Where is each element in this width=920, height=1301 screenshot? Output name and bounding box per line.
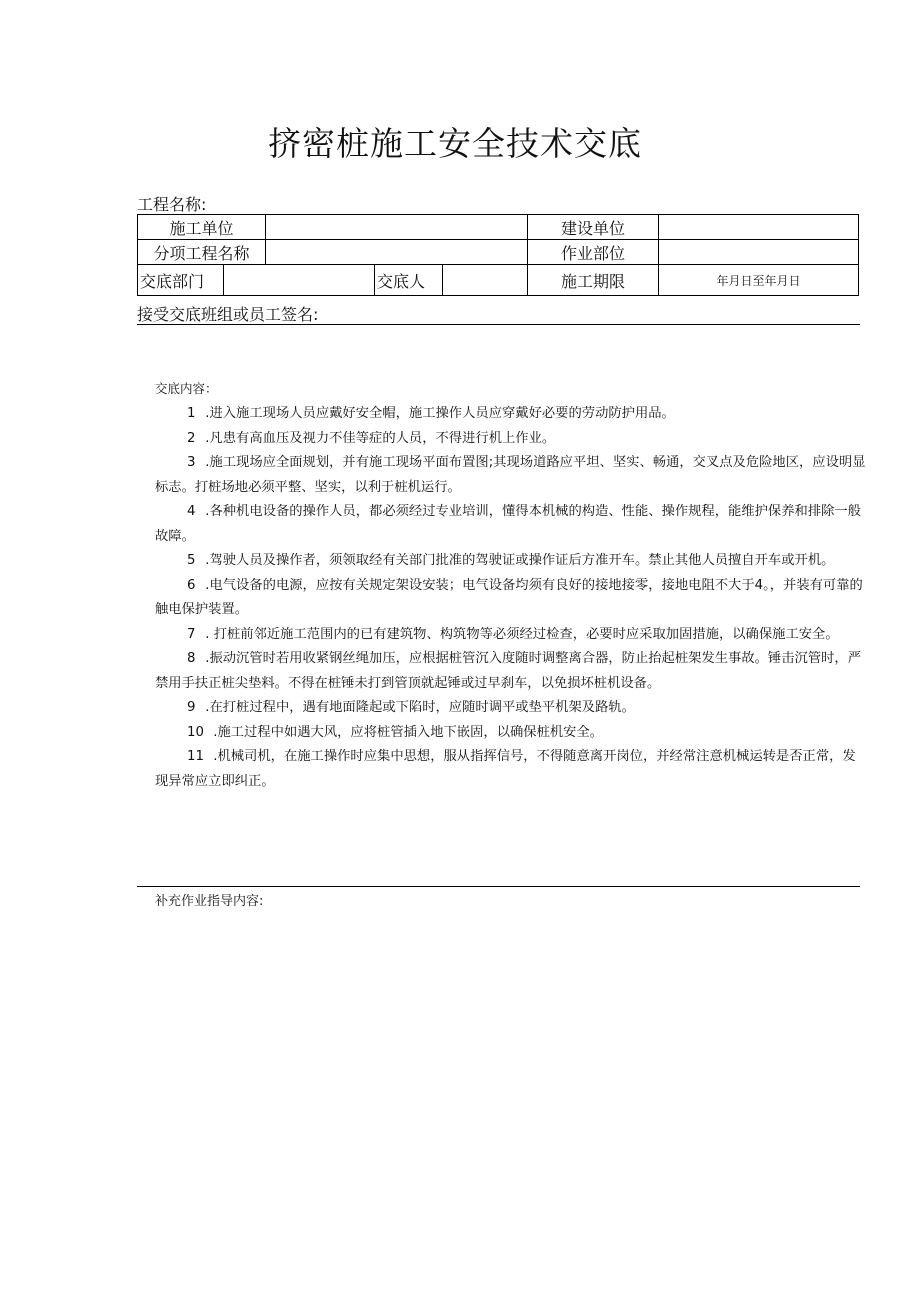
briefing-dept-value[interactable] xyxy=(224,265,375,296)
item-text: .凡患有高血压及视力不佳等症的人员，不得进行机上作业。 xyxy=(205,430,556,446)
signature-label: 接受交底班组或员工签名: xyxy=(137,305,319,324)
list-item xyxy=(155,427,867,452)
owner-unit-label: 建设单位 xyxy=(528,215,659,240)
owner-unit-value[interactable] xyxy=(659,215,859,240)
work-location-label: 作业部位 xyxy=(528,240,659,265)
item-text: .进入施工现场人员应戴好安全帽，施工操作人员应穿戴好必要的劳动防护用品。 xyxy=(205,406,675,421)
content-label: 交底内容： xyxy=(155,381,218,396)
sub-project-label: 分项工程名称 xyxy=(138,240,266,265)
list-item xyxy=(155,721,867,746)
item-number: 6 xyxy=(187,577,196,593)
item-text: .电气设备的电源，应按有关规定架设安装；电气设备均须有良好的接地接零，接地电阻不大于4。，并装有可靠的触电保护装置。 xyxy=(155,577,863,617)
list-item xyxy=(155,623,867,648)
item-number: 7 xyxy=(187,626,196,642)
list-item xyxy=(155,647,867,696)
item-number: 2 xyxy=(187,430,196,446)
list-item xyxy=(155,549,867,574)
supplement-label: 补充作业指导内容: xyxy=(155,894,264,909)
sub-project-value[interactable] xyxy=(266,240,528,265)
list-item xyxy=(155,451,867,500)
work-location-value[interactable] xyxy=(659,240,859,265)
construction-unit-label: 施工单位 xyxy=(138,215,266,240)
list-item xyxy=(155,402,867,427)
info-table xyxy=(137,214,859,296)
item-number: 1 xyxy=(187,406,196,421)
item-number: 4 xyxy=(187,504,196,519)
briefer-label: 交底人 xyxy=(375,265,443,296)
signature-line xyxy=(137,302,860,325)
briefing-content xyxy=(155,379,867,794)
briefer-value[interactable] xyxy=(443,265,528,296)
item-text: .施工现场应全面规划，并有施工现场平面布置图;其现场道路应平坦、坚实、畅通，交叉点及危险地区，应设明显标志。打桩场地必须平整、坚实，以利于桩机运行。 xyxy=(155,455,866,495)
item-text: .各种机电设备的操作人员，都必须经过专业培训，懂得本机械的构造、性能、操作规程，能维护保养和排除一般故障。 xyxy=(155,504,862,544)
item-number: 8 xyxy=(187,651,196,666)
item-number: 11 xyxy=(187,749,204,764)
item-text: .施工过程中如遇大风，应将桩管插入地下嵌固，以确保桩机安全。 xyxy=(213,724,604,740)
item-text: . 打桩前邻近施工范围内的已有建筑物、构筑物等必须经过检查，必要时应采取加固措施，以确保施工安全。 xyxy=(205,626,839,642)
project-name-label: 工程名称: xyxy=(137,195,207,214)
item-text: .在打桩过程中，遇有地面隆起或下陷时，应随时调平或垫平机架及路轨。 xyxy=(205,700,635,715)
section-divider xyxy=(137,886,860,887)
item-text: .机械司机，在施工操作时应集中思想，服从指挥信号，不得随意离开岗位，并经常注意机械运转是否正常，发现异常应立即纠正。 xyxy=(155,749,856,789)
briefing-dept-label: 交底部门 xyxy=(138,265,224,296)
item-number: 5 xyxy=(187,553,196,568)
list-item xyxy=(155,500,867,549)
list-item xyxy=(155,696,867,721)
item-text: .振动沉管时若用收紧钢丝绳加压，应根据桩管沉入度随时调整离合器，防止抬起桩架发生事故。锤击沉管时，严禁用手扶正桩尖垫料。不得在桩锤未打到管顶就起锤或过早刹车，以免损坏桩机设备。 xyxy=(155,651,862,691)
period-label: 施工期限 xyxy=(528,265,659,296)
item-number: 3 xyxy=(187,455,196,470)
item-number: 9 xyxy=(187,700,196,715)
item-number: 10 xyxy=(187,724,204,740)
item-text: .驾驶人员及操作者，须领取经有关部门批准的驾驶证或操作证后方准开车。禁止其他人员擅自开车或开机。 xyxy=(205,553,835,568)
list-item xyxy=(155,745,867,794)
list-item xyxy=(155,574,867,623)
document-title: 挤密桩施工安全技术交底 xyxy=(268,124,642,163)
construction-unit-value[interactable] xyxy=(266,215,528,240)
period-value: 年月日至年月日 xyxy=(659,265,859,296)
